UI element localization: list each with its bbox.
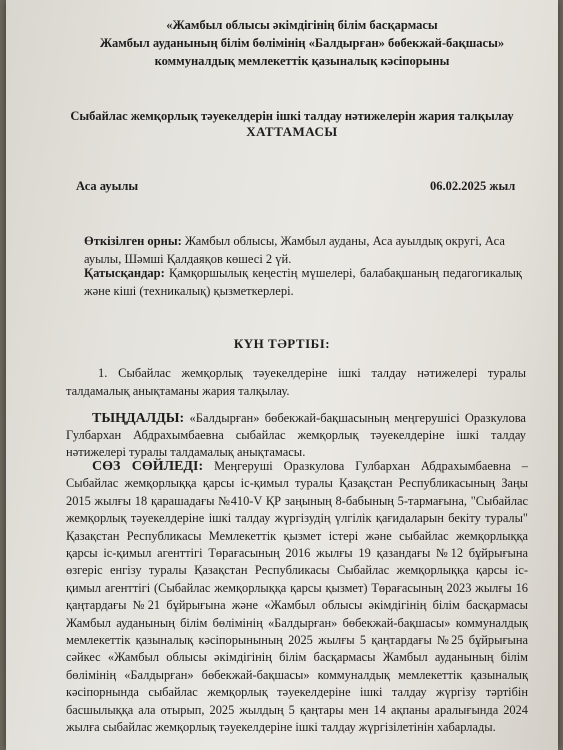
header-line-2: Жамбыл ауданының білім бөлімінің «Балдырған» бөбекжай-бақшасы» — [99, 36, 505, 50]
said-text: Меңгеруші Оразкулова Гулбархан Абдрахымбаевна – Сыбайлас жемқорлыққа қарсы іс-қимыл туралы Қазақстан Республикасының Заңы 2015 жылғы 18 қарашадағы №410-V ҚР заңының 8-бабының 5-тармағына, "Сыбайлас жемқорлық тәуекелдеріне ішкі талдау жүргізудің үлгілік қағидаларын бекіту туралы" Қазақстан Республикасы Мемлекеттік қызмет істері және сыбайлас жемқорлыққа қарсы іс-қимыл агенттігі Төрағасының 2016 жылғы 19 қазандағы №12 бұйрығына өзгеріс енгізу туралы Қазақстан Республикасы Сыбайлас жемқорлыққа қарсы іс-қимыл агенттігі (Сыбайлас жемқорлыққа қарсы қызмет) Төрағасының 2023 жылғы 16 қаңтардағы №21 бұйрығына және «Жамбыл облысы әкімдігінің білім басқармасы Жамбыл ауданының білім бөлімінің «Балдырған» бөбекжай-бақшасы» коммуналдық мемлекеттік қазыналық кәсіпорынының 2025 жылғы 5 қаңтардағы №25 бұйрығына сәйкес «Жамбыл облысы әкімдігінің білім басқармасы Жамбыл ауданының білім бөлімінің «Балдырған» бөбекжай-бақшасы» коммуналдық мемлекеттік қазыналық кәсіпорнында сыбайлас жемқорлық тәуекелдеріне ішкі талдау жүргізу тәртібін басшылыққа ала отырып, 2025 жылдың 5 қаңтары мен 14 ақпаны аралығында 2024 жылға сыбайлас жемқорлық тәуекелдеріне ішкі талдау жүргізілетінін хабарлады. — [66, 459, 528, 735]
meeting-date: 06.02.2025 жыл — [430, 179, 516, 193]
title-line-2: ХАТТАМАСЫ — [246, 124, 338, 139]
title-line-1: Сыбайлас жемқорлық тәуекелдерін ішкі талдау нәтижелерін жария талқылау — [70, 109, 514, 123]
venue-text: Жамбыл облысы, Жамбыл ауданы, Аса ауылдық округі, Аса ауылы, Шәмші Қалдаяқов көшесі 2 үй. — [84, 234, 505, 266]
participants-label: Қатысқандар: — [84, 266, 165, 280]
meeting-place: Аса ауылы — [76, 179, 139, 193]
participants-text: Қамқоршылық кеңестің мүшелері, балабақшаның педагогикалық және кіші (техникалық) қызметкерлері. — [84, 266, 522, 298]
heard-label: ТЫҢДАЛДЫ: — [92, 411, 185, 426]
said-label: СӨЗ СӨЙЛЕДІ: — [92, 459, 204, 474]
document-title — [46, 108, 538, 140]
participants-paragraph — [84, 264, 522, 300]
agenda-item — [66, 364, 526, 400]
agenda-item-text: Сыбайлас жемқорлық тәуекелдеріне ішкі талдау нәтижелері туралы талдамалық анықтаманы жария талқылау. — [66, 366, 526, 398]
header-line-3: коммуналдық мемлекеттік қазыналық кәсіпорыны — [154, 54, 450, 68]
header-line-1: «Жамбыл облысы әкімдігінің білім басқармасы — [166, 18, 438, 32]
venue-label: Өткізілген орны: — [84, 234, 182, 248]
venue-paragraph — [84, 232, 522, 268]
heard-paragraph — [66, 410, 526, 461]
agenda-item-number: 1. — [98, 366, 108, 380]
said-paragraph — [66, 458, 528, 737]
document-page — [6, 0, 558, 750]
heard-text: «Балдырған» бөбекжай-бақшасының меңгерушісі Оразкулова Гулбархан Абдрахымбаевна сыбайлас жемқорлық тәуекелдеріне ішкі талдау нәтижелері туралы талдамалық анықтамасы. — [66, 411, 526, 459]
agenda-heading: КҮН ТӘРТІБІ: — [233, 336, 331, 351]
organization-header — [66, 16, 538, 70]
